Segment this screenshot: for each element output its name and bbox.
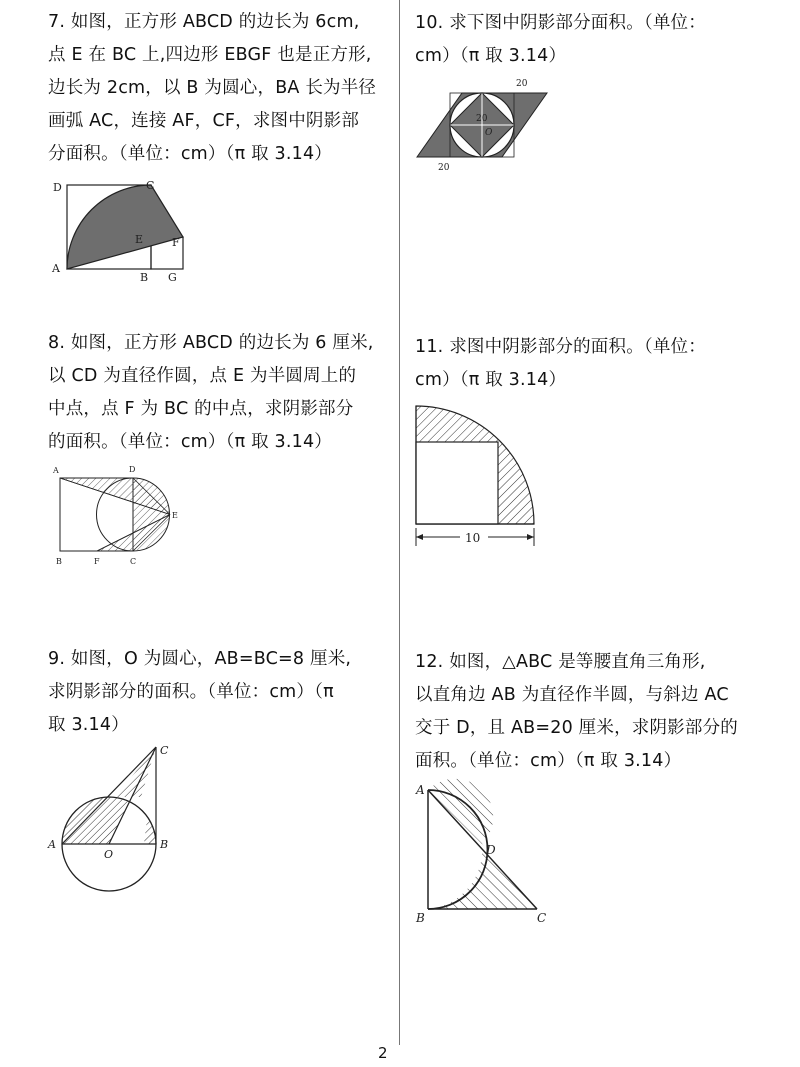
problem-line: 面积。（单位：cm）（π 取 3.14） xyxy=(415,751,682,771)
label-E: E xyxy=(135,233,144,246)
problem-line: 以 CD 为直径作圆，点 E 为半圆周上的 xyxy=(48,366,357,386)
label-A: A xyxy=(52,262,60,275)
problem-line: 11. 求图中阴影部分的面积。（单位： xyxy=(415,337,706,357)
problem-line: 10. 求下图中阴影部分面积。（单位： xyxy=(415,13,706,33)
label-C: C xyxy=(537,911,547,925)
problem-10-figure xyxy=(412,75,552,175)
label-D: D xyxy=(486,843,496,857)
problem-7-figure xyxy=(40,175,200,285)
problem-7-text xyxy=(48,6,393,171)
problem-line: 9. 如图，O 为圆心，AB=BC=8 厘米, xyxy=(48,649,352,669)
label-A: A xyxy=(48,838,56,851)
label-C: C xyxy=(130,557,137,566)
label-B: B xyxy=(416,911,425,925)
label-D: D xyxy=(53,181,62,194)
problem-12-text xyxy=(415,646,760,778)
problem-8-figure xyxy=(45,458,195,570)
label-A: A xyxy=(53,466,59,475)
label-O: O xyxy=(104,848,114,861)
label-top-20: 20 xyxy=(516,79,528,89)
problem-line: 点 E 在 BC 上,四边形 EBGF 也是正方形, xyxy=(48,45,372,65)
label-D: D xyxy=(129,465,136,474)
label-F: F xyxy=(172,236,180,249)
label-F: F xyxy=(94,557,100,566)
label-B: B xyxy=(140,271,149,284)
label-width-10: 10 xyxy=(465,531,481,545)
problem-line: 7. 如图，正方形 ABCD 的边长为 6cm, xyxy=(48,12,360,32)
problem-line: cm）（π 取 3.14） xyxy=(415,370,567,390)
label-O: O xyxy=(485,128,493,138)
problem-line: 边长为 2cm，以 B 为圆心，BA 长为半径 xyxy=(48,78,377,98)
problem-10-text xyxy=(415,7,760,73)
label-E: E xyxy=(172,511,178,520)
label-B: B xyxy=(160,838,169,851)
label-middle-20: 20 xyxy=(476,114,488,124)
problem-12-figure xyxy=(410,782,555,927)
label-B: B xyxy=(56,557,62,566)
problem-8-text xyxy=(48,327,393,459)
problem-11-text xyxy=(415,331,760,397)
problem-line: 交于 D，且 AB=20 厘米，求阴影部分的 xyxy=(415,718,738,738)
problem-line: 以直角边 AB 为直径作半圆，与斜边 AC xyxy=(415,685,729,705)
problem-line: 画弧 AC，连接 AF，CF，求图中阴影部 xyxy=(48,111,360,131)
problem-line: 取 3.14） xyxy=(48,715,129,735)
page-number: 2 xyxy=(378,1044,388,1062)
problem-line: 中点，点 F 为 BC 的中点，求阴影部分 xyxy=(48,399,354,419)
problem-line: cm）（π 取 3.14） xyxy=(415,46,567,66)
label-C: C xyxy=(160,744,169,757)
problem-9-figure xyxy=(40,740,190,900)
problem-11-figure xyxy=(408,402,543,552)
problem-line: 8. 如图，正方形 ABCD 的边长为 6 厘米, xyxy=(48,333,374,353)
label-A: A xyxy=(416,783,425,797)
problem-line: 分面积。（单位：cm）（π 取 3.14） xyxy=(48,144,332,164)
label-C: C xyxy=(146,179,155,192)
problem-line: 的面积。（单位：cm）（π 取 3.14） xyxy=(48,432,332,452)
problem-line: 求阴影部分的面积。（单位：cm）（π xyxy=(48,682,334,702)
label-bottom-20: 20 xyxy=(438,163,450,173)
problem-9-text xyxy=(48,643,393,742)
problem-line: 12. 如图，△ABC 是等腰直角三角形, xyxy=(415,652,706,672)
column-divider xyxy=(399,0,400,1045)
label-G: G xyxy=(168,271,177,284)
